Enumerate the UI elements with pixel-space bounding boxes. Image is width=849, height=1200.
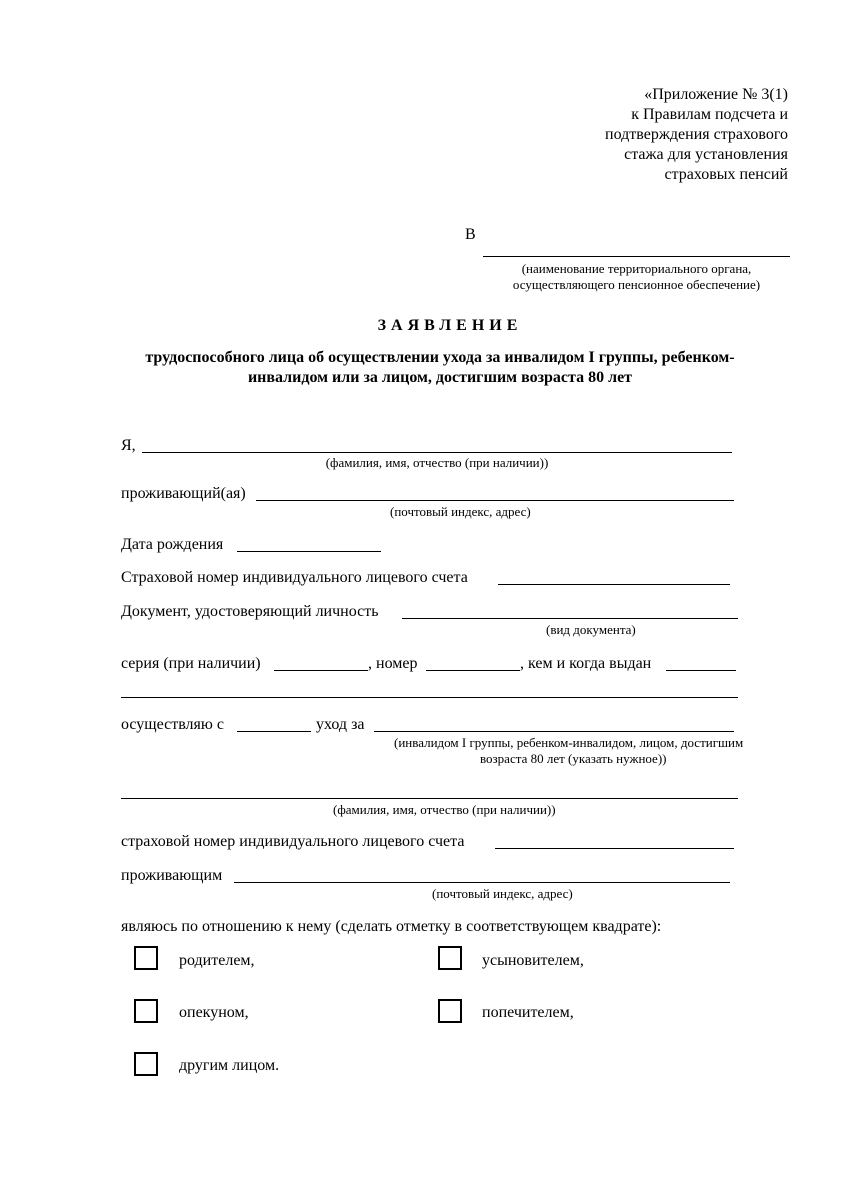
checkbox-guardian[interactable] <box>134 999 158 1023</box>
id-doc-label: Документ, удостоверяющий личность <box>121 603 379 620</box>
recipient-hint-2: осуществляющего пенсионное обеспечение) <box>512 277 761 292</box>
full-name-line[interactable] <box>142 452 732 453</box>
document-subtitle <box>100 348 780 388</box>
recipient-hint-1: (наименование территориального органа, <box>521 261 752 276</box>
address-hint: (почтовый индекс, адрес) <box>390 504 531 519</box>
series-line[interactable] <box>274 670 368 671</box>
cared-address-hint: (почтовый индекс, адрес) <box>432 886 573 901</box>
appendix-line-2: к Правилам подсчета и <box>631 106 788 123</box>
relation-label: являюсь по отношению к нему (сделать отметку в соответствующем квадрате): <box>121 918 662 935</box>
care-hint-1: (инвалидом I группы, ребенком-инвалидом, лицом, достигшим <box>394 735 744 750</box>
subtitle-line-1: трудоспособного лица об осуществлении ухода за инвалидом I группы, ребенком- <box>145 349 735 366</box>
number-label: , номер <box>368 655 418 672</box>
appendix-line-3: подтверждения страхового <box>605 126 788 143</box>
issued-line-continued[interactable] <box>121 697 738 698</box>
issued-line[interactable] <box>666 670 736 671</box>
appendix-line-4: стажа для установления <box>624 146 788 163</box>
care-label: осуществляю с <box>121 716 224 733</box>
recipient-line[interactable] <box>483 256 790 257</box>
checkbox-parent[interactable] <box>134 946 158 970</box>
relation-other-label: другим лицом. <box>179 1057 280 1074</box>
full-name-hint: (фамилия, имя, отчество (при наличии)) <box>325 455 549 470</box>
snils-line[interactable] <box>498 584 730 585</box>
cared-name-line[interactable] <box>121 798 738 799</box>
care-for-label: уход за <box>316 716 365 733</box>
appendix-header <box>605 85 788 185</box>
relation-parent-label: родителем, <box>179 952 255 969</box>
relation-guardian-label: опекуном, <box>179 1004 249 1021</box>
relation-trustee-label: попечителем, <box>482 1004 574 1021</box>
checkbox-trustee[interactable] <box>438 999 462 1023</box>
snils-label: Страховой номер индивидуального лицевого счета <box>121 569 468 586</box>
id-doc-hint: (вид документа) <box>546 622 636 637</box>
relation-adopter-label: усыновителем, <box>482 952 584 969</box>
care-hint-2: возраста 80 лет (указать нужное)) <box>480 751 667 766</box>
checkbox-adopter[interactable] <box>438 946 462 970</box>
number-line[interactable] <box>426 670 520 671</box>
series-label: серия (при наличии) <box>121 655 261 672</box>
id-doc-line[interactable] <box>402 618 738 619</box>
dob-label: Дата рождения <box>121 536 224 553</box>
document-title: ЗАЯВЛЕНИЕ <box>377 317 523 334</box>
dob-line[interactable] <box>237 551 381 552</box>
checkbox-other[interactable] <box>134 1052 158 1076</box>
appendix-line-5: страховых пенсий <box>664 166 788 183</box>
residing-label: проживающий(ая) <box>121 485 246 502</box>
i-label: Я, <box>121 437 136 454</box>
care-for-line[interactable] <box>374 731 734 732</box>
appendix-line-1: «Приложение № 3(1) <box>644 86 788 103</box>
recipient-prefix: В <box>465 226 476 243</box>
cared-residing-label: проживающим <box>121 867 223 884</box>
care-date-line[interactable] <box>237 731 311 732</box>
cared-name-hint: (фамилия, имя, отчество (при наличии)) <box>333 802 556 817</box>
address-line[interactable] <box>256 500 734 501</box>
cared-snils-line[interactable] <box>495 848 734 849</box>
cared-address-line[interactable] <box>234 882 730 883</box>
cared-snils-label: страховой номер индивидуального лицевого счета <box>121 833 465 850</box>
subtitle-line-2: инвалидом или за лицом, достигшим возраста 80 лет <box>247 369 633 386</box>
issued-label: , кем и когда выдан <box>520 655 652 672</box>
